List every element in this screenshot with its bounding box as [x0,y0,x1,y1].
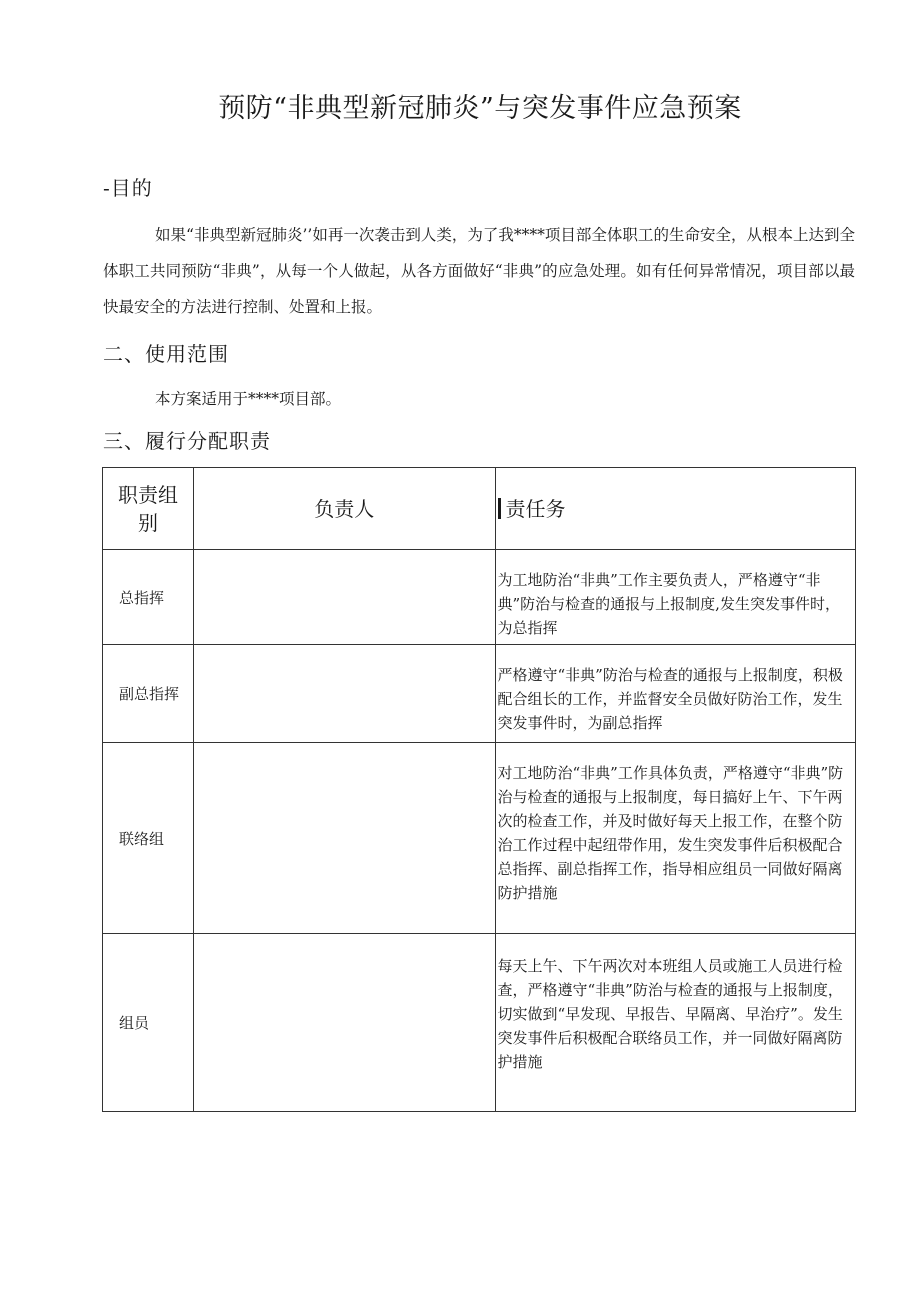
role-cell: 联络组 [103,743,194,934]
role-cell: 组员 [103,934,194,1112]
table-row [103,550,856,645]
task-cell: 严格遵守“非典”防治与检查的通报与上报制度，积极配合组长的工作，并监督安全员做好防治工作，发生突发事件时，为副总指挥 [495,645,856,743]
section-heading-purpose: -目的 [103,176,153,200]
person-cell [194,645,495,743]
section-heading-scope: 二、使用范围 [103,342,229,366]
table-row [103,934,856,1112]
header-responsibility-label: 责任务 [505,496,566,521]
header-person-label: 负责人 [314,496,375,521]
task-cell: 对工地防治“非典”工作具体负责，严格遵守“非典”防治与检查的通报与上报制度，每日搞好上午、下午两次的检查工作，并及时做好每天上报工作，在整个防治工作过程中起纽带作用，发生突发事件后积极配合总指挥、副总指挥工作，指导相应组员一同做好隔离防护措施 [495,743,856,934]
table-header-row [103,468,856,550]
cursor-bar-icon [498,498,501,519]
duty-table [102,467,856,1112]
table-row [103,743,856,934]
section-paragraph-purpose: 如果“非典型新冠肺炎’’如再一次袭击到人类，为了我****项目部全体职工的生命安全，从根本上达到全体职工共同预防“非典”，从每一个人做起，从各方面做好“非典”的应急处理。如有任何异常情况，项目部以最快最安全的方法进行控制、处置和上报。 [103,226,855,316]
header-role-group-label: 职责组别 [118,482,179,535]
table-row [103,645,856,743]
section-heading-duties: 三、履行分配职责 [103,429,271,453]
header-responsibility [495,468,856,550]
task-cell: 每天上午、下午两次对本班组人员或施工人员进行检查，严格遵守“非典”防治与检查的通报与上报制度，切实做到“早发现、早报告、早隔离、早治疗”。发生突发事件后积极配合联络员工作，并一同做好隔离防护措施 [495,934,856,1112]
header-person-in-charge [194,468,495,550]
task-cell: 为工地防治“非典”工作主要负责人，严格遵守“非典”防治与检查的通报与上报制度,发生突发事件时，为总指挥 [495,550,856,645]
header-role-group [103,468,194,550]
document-title: 预防“非典型新冠肺炎”与突发事件应急预案 [218,93,742,124]
section-paragraph-scope: 本方案适用于****项目部。 [155,390,342,408]
role-cell: 总指挥 [103,550,194,645]
role-cell: 副总指挥 [103,645,194,743]
person-cell [194,743,495,934]
person-cell [194,550,495,645]
person-cell [194,934,495,1112]
